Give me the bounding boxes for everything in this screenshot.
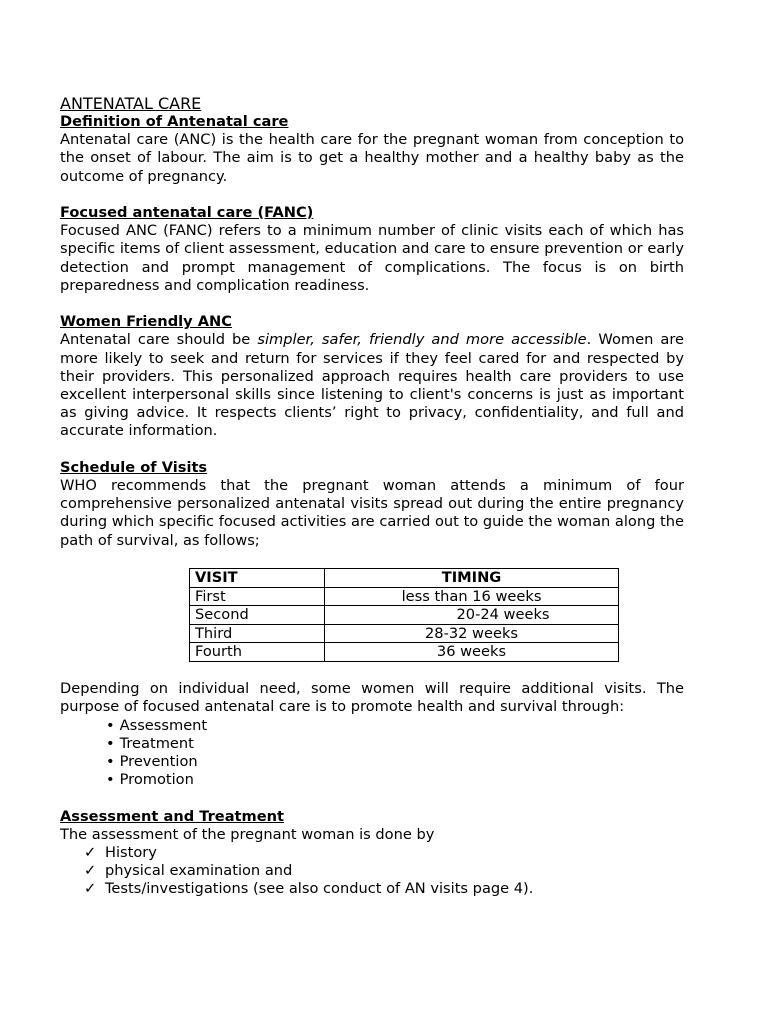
visit-cell: Third bbox=[190, 624, 325, 643]
assessment-check-list bbox=[60, 844, 684, 899]
women-friendly-text-after: . Women are more likely to seek and return for services if they feel cared for and respected by their providers. This personalized approach requires health care providers to use excellent interpersonal skills since listening to client's concerns is just as important as giving advice. It respects clients’ right to privacy, confidentiality, and full and accurate information. bbox=[60, 331, 685, 440]
document-page bbox=[60, 94, 684, 899]
list-item: • Assessment bbox=[106, 717, 684, 735]
women-friendly-text-before: Antenatal care should be bbox=[60, 331, 258, 349]
section-heading-definition: Definition of Antenatal care bbox=[60, 113, 289, 130]
list-item bbox=[84, 880, 684, 898]
table-header-timing: TIMING bbox=[325, 569, 619, 588]
checkmark-icon: ✓ bbox=[84, 880, 97, 898]
list-item: • Promotion bbox=[106, 771, 684, 789]
spacer bbox=[60, 662, 684, 680]
spacer bbox=[60, 295, 684, 313]
visit-cell: Fourth bbox=[190, 643, 325, 662]
spacer bbox=[60, 441, 684, 459]
women-friendly-paragraph bbox=[60, 331, 684, 440]
table-row bbox=[190, 587, 619, 606]
spacer bbox=[60, 789, 684, 807]
check-item-label: physical examination and bbox=[105, 862, 293, 880]
list-item bbox=[84, 844, 684, 862]
spacer bbox=[60, 550, 684, 568]
checkmark-icon: ✓ bbox=[84, 843, 97, 861]
table-row bbox=[190, 606, 619, 625]
check-item-label: History bbox=[105, 843, 157, 861]
table-row bbox=[190, 643, 619, 662]
section-heading-fanc: Focused antenatal care (FANC) bbox=[60, 204, 314, 221]
additional-visits-paragraph: Depending on individual need, some women will require additional visits. The purpose of focused antenatal care is to promote health and survival through: bbox=[60, 680, 684, 716]
timing-cell: 28-32 weeks bbox=[325, 624, 619, 643]
list-item bbox=[84, 862, 684, 880]
purpose-bullet-list bbox=[60, 717, 684, 790]
visit-cell: First bbox=[190, 587, 325, 606]
assessment-intro: The assessment of the pregnant woman is done by bbox=[60, 825, 435, 843]
check-item-label: Tests/investigations (see also conduct of AN visits page 4). bbox=[105, 880, 534, 898]
definition-paragraph: Antenatal care (ANC) is the health care for the pregnant woman from conception to the onset of labour. The aim is to get a healthy mother and a healthy baby as the outcome of pregnancy. bbox=[60, 131, 684, 185]
timing-cell: 20-24 weeks bbox=[325, 606, 619, 625]
checkmark-icon: ✓ bbox=[84, 862, 97, 880]
women-friendly-text-italic: simpler, safer, friendly and more accessible bbox=[257, 331, 587, 349]
timing-cell: less than 16 weeks bbox=[325, 587, 619, 606]
schedule-paragraph: WHO recommends that the pregnant woman attends a minimum of four comprehensive personalized antenatal visits spread out during the entire pregnancy during which specific focused activities are carried out to guide the woman along the path of survival, as follows; bbox=[60, 477, 684, 549]
fanc-paragraph: Focused ANC (FANC) refers to a minimum number of clinic visits each of which has specific items of client assessment, education and care to ensure prevention or early detection and prompt management of complications. The focus is on birth preparedness and complication readiness. bbox=[60, 222, 684, 294]
table-header-row bbox=[190, 569, 619, 588]
document-title: ANTENATAL CARE bbox=[60, 94, 202, 113]
section-heading-assessment: Assessment and Treatment bbox=[60, 807, 284, 825]
section-heading-women-friendly: Women Friendly ANC bbox=[60, 313, 232, 331]
list-item: • Prevention bbox=[106, 753, 684, 771]
visits-table bbox=[189, 568, 619, 662]
section-heading-schedule: Schedule of Visits bbox=[60, 458, 208, 476]
list-item: • Treatment bbox=[106, 735, 684, 753]
timing-cell: 36 weeks bbox=[325, 643, 619, 662]
table-header-visit: VISIT bbox=[190, 569, 325, 588]
spacer bbox=[60, 186, 684, 204]
visit-cell: Second bbox=[190, 606, 325, 625]
table-row bbox=[190, 624, 619, 643]
